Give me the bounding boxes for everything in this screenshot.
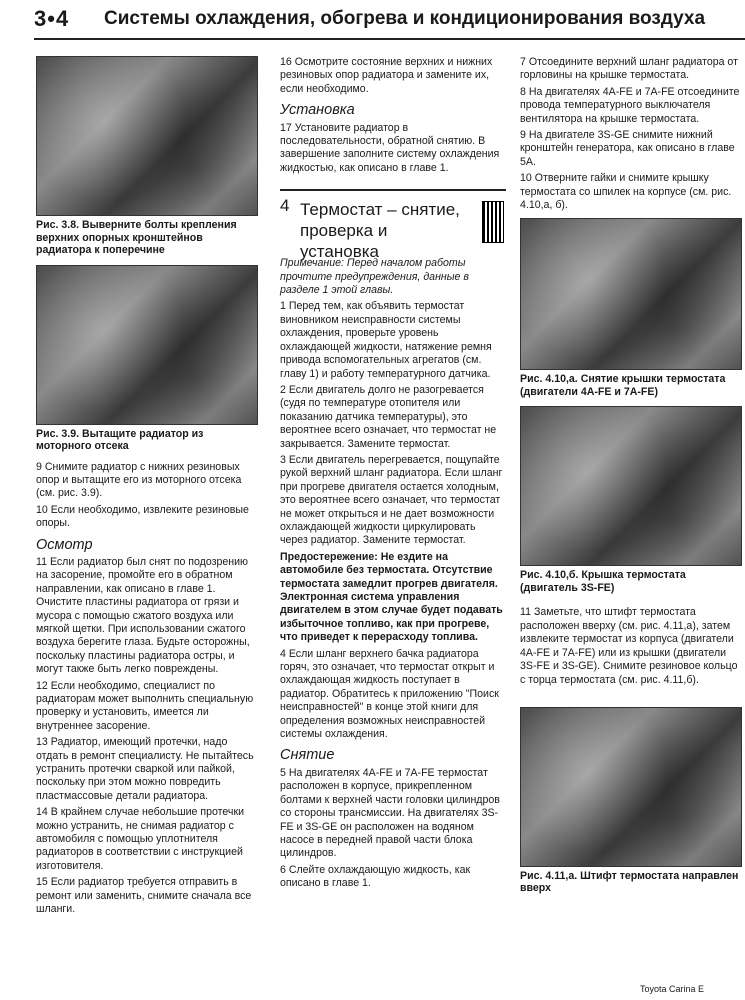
column-1 [36,56,258,920]
page-header [0,0,745,40]
paragraph: 8 На двигателях 4A-FE и 7A-FE отсоедините провода температурного выключателя вентилятора на крышке термостата. [520,85,740,125]
paragraph: 9 Снимите радиатор с нижних резиновых опор и вытащите его из моторного отсека (см. рис. 3.9). [36,460,242,500]
paragraph: 15 Если радиатор требуется отправить в ремонт или заменить, снимите сначала все шланги. [36,876,252,916]
paragraph: 11 Если радиатор был снят по подозрению на засорение, промойте его в обратном направлении, как описано в главе 1. Очистите пластины радиатора от грязи и мусора с помощью сжатого воздуха или мягкой щетки. При использовании сжатого воздуха берегите глаза. Будьте осторожны, поскольку пластины радиатора остры, и могут также быть легко повреждены. [36,555,250,676]
section-number: 4 [280,196,290,216]
header-rule [34,38,745,40]
paragraph: 16 Осмотрите состояние верхних и нижних резиновых опор радиатора и замените их, если необходимо. [280,56,493,95]
paragraph: 1 Перед тем, как объявить термостат виновником неисправности системы охлаждения, проверьте уровень охлаждающей жидкости, натяжение ремня привода вспомогательных агрегатов (см. главу 1) и работу температурного датчика. [280,300,492,380]
column-3 [520,56,742,903]
figure-3-8-photo [36,56,258,216]
installation-heading: Установка [280,102,355,119]
paragraph: 5 На двигателях 4A-FE и 7A-FE термостат расположен в корпусе, прикрепленном болтами к верхней части головки цилиндров со стороны трансмиссии. На двигателях 3S-FE и 3S-GE он расположен на водяном насосе в передней правой части блока цилиндров. [280,766,500,860]
figure-4-10b-photo [520,406,742,566]
paragraph: 17 Установите радиатор в последовательности, обратной снятию. В завершение заполните систему охлаждения жидкостью, как описано в главе 1. [280,121,500,174]
paragraph: 13 Радиатор, имеющий протечки, надо отдать в ремонт специалисту. Не пытайтесь устранить протечки сваркой или пайкой, поскольку при этом можно повредить пластмассовые детали радиатора. [36,736,254,802]
paragraph: 14 В крайнем случае небольшие протечки можно устранить, не снимая радиатор с автомобиля с помощью уплотнителя радиаторов в соответствии с инструкцией изготовителя. [36,806,244,872]
figure-4-11a-photo [520,707,742,867]
difficulty-icon [482,201,504,243]
paragraph: 2 Если двигатель долго не разогревается (судя по температуре отопителя или показанию датчика температуры), это вероятнее всего означает, что термостат не закрывается. Замените термостат. [280,383,497,450]
paragraph: 7 Отсоедините верхний шланг радиатора от горловины на крышке термостата. [520,56,738,82]
figure-4-10b-caption: Рис. 4.10,б. Крышка термостата (двигатель 3S-FE) [520,569,686,594]
paragraph: 6 Слейте охлаждающую жидкость, как описано в главе 1. [280,863,471,890]
warning: Предостережение: Не ездите на автомобиле без термостата. Отсутствие термостата замедлит прогрев двигателя. Электронная система управления двигателем в этом случае будет подавать избыточное топливо, как при прогреве, что приведет к перерасходу топлива. [280,550,503,644]
paragraph: 12 Если необходимо, специалист по радиаторам может выполнить специальную проверку и установить, имеется ли внутреннее засорение. [36,679,254,732]
figure-4-10a-caption: Рис. 4.10,а. Снятие крышки термостата (двигатели 4A-FE и 7A-FE) [520,373,726,398]
paragraph: 10 Если необходимо, извлеките резиновые опоры. [36,503,249,530]
page-number: 3•4 [34,6,70,31]
figure-3-9-photo [36,265,258,425]
section-title: Термостат – снятие, проверка и установка [300,200,460,262]
removal-heading: Снятие [280,747,335,764]
figure-3-8-caption: Рис. 3.8. Выверните болты крепления верхних опорных кронштейнов радиатора к поперечине [36,219,237,256]
note: Примечание: Перед началом работы прочтите предупреждения, данные в разделе 1 этой главы. [280,257,469,297]
paragraph: 3 Если двигатель перегревается, пощупайте рукой верхний шланг радиатора. Если шланг при прогреве двигателя остается холодным, это вероятнее всего означает, что термостат не может открыться и не дает возможности охлаждающей жидкости циркулировать через радиатор. Замените термостат. [280,453,503,547]
figure-4-10a-photo [520,218,742,370]
paragraph: 9 На двигателе 3S-GE снимите нижний кронштейн генератора, как описано в главе 5А. [520,129,735,168]
paragraph: 10 Отверните гайки и снимите крышку термостата со шпилек на корпусе (см. рис. 4.10,а, б). [520,172,732,212]
paragraph: 11 Заметьте, что штифт термостата расположен вверху (см. рис. 4.11,а), затем извлеките термостат из корпуса (двигатели 4A-FE и 7A-FE) или из крышки (двигатели 3S-FE и 3S-GE). Снимите резиновое кольцо с торца термостата (см. рис. 4.11,б). [520,606,738,686]
column-2 [280,56,506,894]
chapter-title: Системы охлаждения, обогрева и кондиционирования воздуха [104,8,706,29]
figure-4-11a-caption: Рис. 4.11,а. Штифт термостата направлен вверх [520,869,739,895]
inspection-heading: Осмотр [36,536,93,553]
figure-3-9-caption: Рис. 3.9. Вытащите радиатор из моторного отсека [36,427,204,452]
footer: Toyota Carina E [640,984,705,994]
paragraph: 4 Если шланг верхнего бачка радиатора горяч, это означает, что термостат открыт и охлаждающая жидкость поступает в радиатор. Обратитесь к приложению "Поиск неисправностей" в конце этой книги для определения возможных неисправностей системы охлаждения. [280,647,499,741]
section-4-heading [280,189,506,262]
